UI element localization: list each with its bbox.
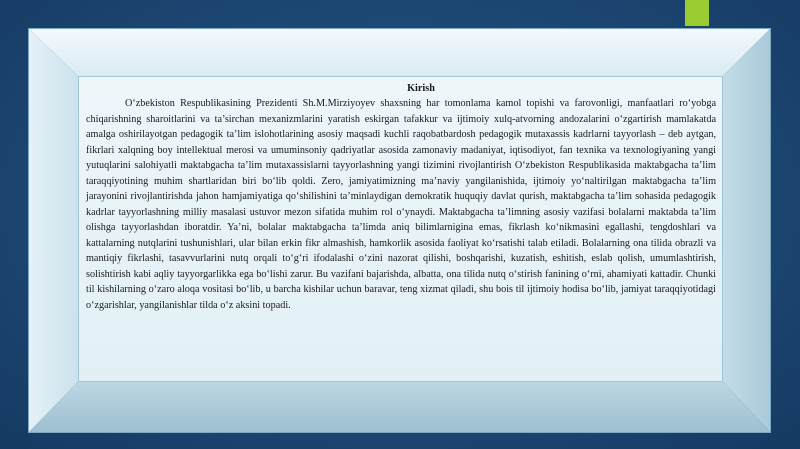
- accent-tab: [685, 0, 709, 26]
- document-title: Kirish: [407, 83, 435, 94]
- document-paragraph: O‘zbekiston Respublikasining Prezidenti Sh.M.Mirziyoyev shaxsning har tomonlama kamol topishi va farovonligi, manfaatlari ro‘yobga chiqarishning sharoitlarini va ta’sirchan mexanizmlarini yaratish eskirgan tafakkur va ijtimoiy xulq-atvorning andozalarini o‘zgartirish mamlakatda amalga oshirilayotgan pedagogik ta’lim islohotlarining asosiy maqsadi kuchli raqobatbardosh pedagogik mutaxassis kadrlarni tayyorlash – deb aytgan, fikrlari xalqning boy intellektual merosi va umuminsoniy qadriyatlar asosida zamonaviy madaniyat, iqtisodiyot, fan texnika va texnologiyaning yangi yutuqlarini salohiyatli maktabgacha ta’lim mutaxassislarni tayyorlashning yangi tizimini rivojlantirish O‘zbekiston Respublikasida maktabgacha ta’lim taraqqiyotining muhim shartlaridan biri bo‘lib qoldi. Zero, jamiyatimizning ma’naviy yangilanishida, ijtimoiy yo‘naltirilgan maktabgacha ta’lim jarayonini rivojlantirishda jahon hamjamiyatiga qo‘shilishini ta’minlaydigan demokratik huquqiy davlat qurish, maktabgacha ta’lim sohasida pedagogik kadrlar tayyorlashning milliy masalasi ustuvor mezon sifatida muhim rol o‘ynaydi. Maktabgacha ta’limning asosiy vazifasi bolalarni maktabda ta’lim olishga tayyorlashdan iboratdir. Ya’ni, bolalar maktabgacha ta’limda aniq bilimlarnigina emas, fikrlash ko‘nikmasini egallashi, tengdoshlari va kattalarning nutqlarini tushunishlari, ular bilan erkin fikr almashish, hamkorlik asosida faoliyat ko‘rsatishi talab etiladi. Bolalarning ona tilida obrazli va mantiqiy fikrlashi, tasavvurlarini nutq orqali to‘g‘ri ifodalashi o‘zini nazorat qilishi, boshqarishi, kuzatish, eshitish, eslab qolish, umumlashtirish, solishtirish kabi aqliy tayyorgarlikka ega bo‘lishi zarur. Bu vazifani bajarishda, albatta, ona tilida nutq o‘stirish fanining o‘rni, ahamiyati kattadir. Chunki til kishilarning o‘zaro aloqa vositasi bo‘lib, u barcha kishilar uchun baravar, teng xizmat qiladi, shu bois til ijtimoiy hodisa bo‘lib, jamiyat taraqqiyotidagi o‘zgarishlar, yangilanishlar tilda o‘z aksini topadi.: [86, 98, 716, 311]
- content-panel: [78, 76, 723, 382]
